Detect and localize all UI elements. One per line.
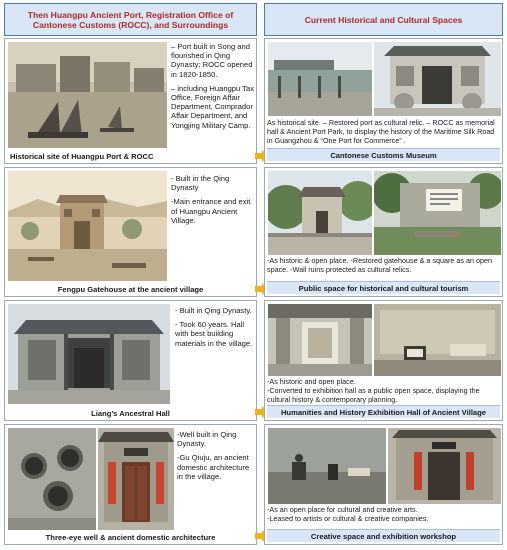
current-description: As historical site. – Restored port as cultural relic. – ROCC as memorial hall & Ancient Port Park, to display the history of the Maritime Silk Road in Guangzhou & “One Port for Commerce” . bbox=[267, 118, 495, 145]
historical-notes bbox=[171, 174, 255, 230]
gatehouse-painting bbox=[8, 171, 167, 281]
current-description: -As historic and open place. -Converted to exhibition hall as a public open space, displaying the cultural history & contemporary planning. bbox=[267, 377, 480, 404]
museum-gate-photo bbox=[374, 42, 501, 116]
historical-caption: Liang’s Ancestral Hall bbox=[91, 409, 170, 418]
museum-park-photo bbox=[268, 42, 372, 116]
note-line: - Built in Qing Dynasty. bbox=[175, 306, 252, 315]
note-line: – including Huangpu Tax Office, Foreign Affair Department, Comprador Affair Department, and Yongjing Military Camp. bbox=[171, 83, 255, 130]
restored-gatehouse-photo bbox=[268, 171, 372, 255]
creative-workshop-exterior-photo bbox=[268, 428, 386, 504]
historical-cell bbox=[4, 38, 257, 164]
wall-ruins-photo bbox=[374, 171, 501, 255]
ancestral-hall-photo bbox=[8, 304, 170, 404]
three-eye-well-photo bbox=[8, 428, 96, 530]
historical-port-painting bbox=[8, 42, 167, 148]
note-line: -Well built in Qing Dynasty. bbox=[177, 430, 237, 449]
left-column-header: Then Huangpu Ancient Port, Registration Office of Cantonese Customs (ROCC), and Surroundings bbox=[4, 3, 257, 36]
historical-cell bbox=[4, 424, 257, 545]
row-ancestral-hall bbox=[4, 300, 503, 421]
current-caption: Cantonese Customs Museum bbox=[267, 148, 500, 161]
historical-caption: Fengpu Gatehouse at the ancient village bbox=[57, 285, 204, 294]
note-line: – Port built in Song and flourished in Qing Dynasty; ROCC opened in 1820-1850. bbox=[171, 42, 253, 79]
row-huangpu-port bbox=[4, 38, 503, 164]
historical-notes bbox=[177, 430, 255, 486]
historical-cell bbox=[4, 167, 257, 297]
domestic-architecture-photo bbox=[98, 428, 174, 530]
historical-notes bbox=[171, 42, 255, 135]
historical-notes bbox=[175, 306, 255, 353]
current-description: -As historic & open place. -Restored gatehouse & a square as an open space. -Wall ruins protected as cultural relics. bbox=[267, 256, 492, 274]
note-line: - Built in the Qing Dynasty bbox=[171, 174, 230, 193]
exhibition-hall-interior-photo bbox=[268, 304, 372, 376]
current-description: -As an open place for cultural and creative arts. -Leased to artists or cultural & creative companies. bbox=[267, 505, 429, 523]
current-cell bbox=[264, 424, 503, 545]
current-caption: Creative space and exhibition workshop bbox=[267, 529, 500, 542]
row-three-eye-well bbox=[4, 424, 503, 545]
current-cell bbox=[264, 167, 503, 297]
note-line: - Took 60 years. Hall with best building materials in the village. bbox=[175, 320, 253, 348]
historical-caption: Three-eye well & ancient domestic architecture bbox=[45, 533, 216, 542]
current-caption: Humanities and History Exhibition Hall of Ancient Village bbox=[267, 405, 500, 418]
current-cell bbox=[264, 300, 503, 421]
note-line: -Gu Qiuju, an ancient domestic architecture in the village. bbox=[177, 453, 250, 481]
row-fengpu-gatehouse bbox=[4, 167, 503, 297]
current-cell bbox=[264, 38, 503, 164]
historical-cell bbox=[4, 300, 257, 421]
exhibition-wall-photo bbox=[374, 304, 501, 376]
right-column-header: Current Historical and Cultural Spaces bbox=[264, 3, 503, 36]
note-line: -Main entrance and exit of Huangpu Ancient Village. bbox=[171, 197, 251, 225]
current-caption: Public space for historical and cultural tourism bbox=[267, 281, 500, 294]
creative-workshop-door-photo bbox=[388, 428, 501, 504]
historical-caption: Historical site of Huangpu Port & ROCC bbox=[10, 152, 154, 161]
